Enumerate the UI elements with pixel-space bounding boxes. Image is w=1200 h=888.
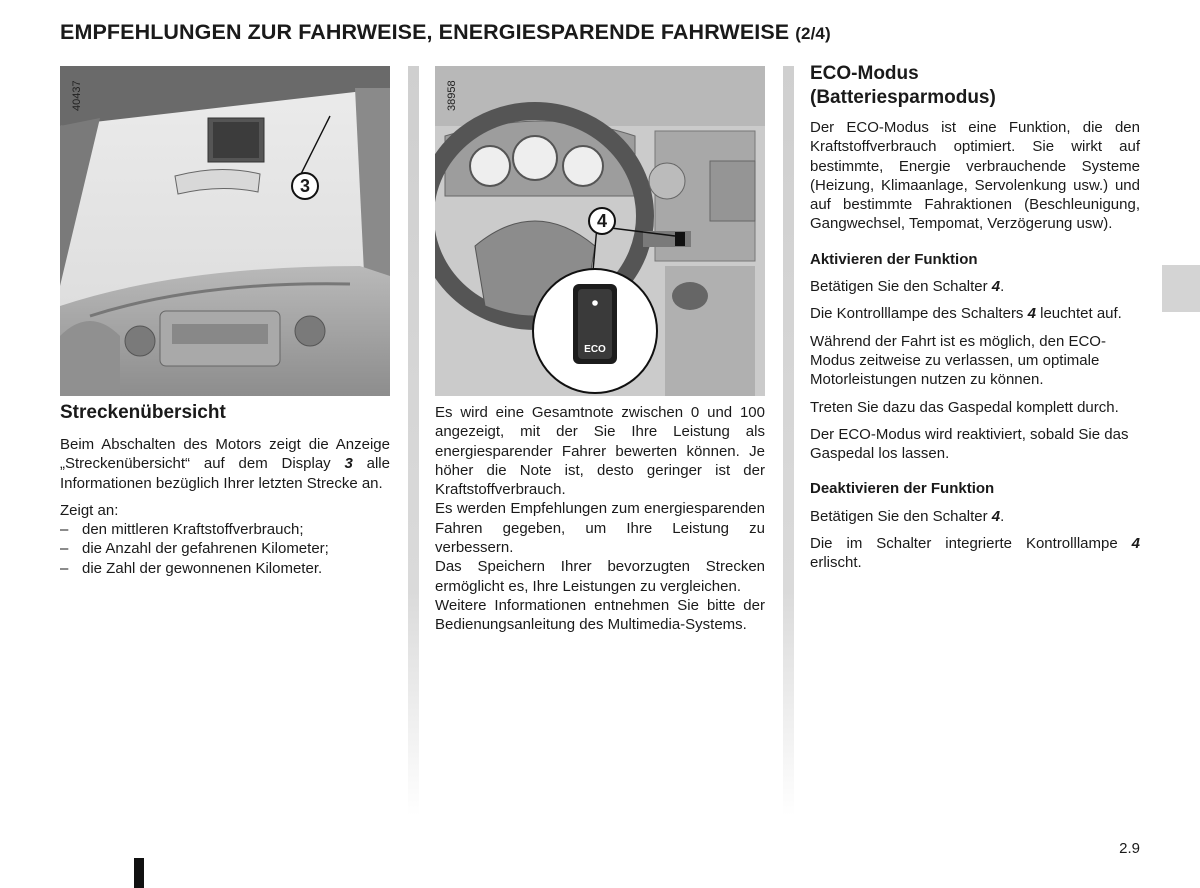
list-item: – die Anzahl der gefahrenen Kilometer; <box>60 539 390 558</box>
eco-mode-intro: Der ECO-Modus ist eine Funktion, die den Kraftstoffverbrauch optimiert. Sie wirkt auf bestimmte, Energie verbrauchende Systeme (Heizung, Klimaanlage, Servolenkung usw.) und auf bestimmte Fahraktionen (Beschleunigung, Gangwechsel, Tempomat, Verzögerung usw). <box>810 119 1140 233</box>
save-routes-paragraph: Das Speichern Ihrer bevorzugten Strecken ermöglicht es, Ihre Leistungen zu vergleichen. <box>435 558 765 595</box>
figure-number: 38958 <box>446 80 458 111</box>
score-paragraph: Es wird eine Gesamtnote zwischen 0 und 100 angezeigt, mit der Sie Ihre Leistung als energiesparender Fahrer bewerten können. Je höher die Note ist, desto geringer ist der Kraftstoffverbrauch. <box>435 404 765 499</box>
page-indicator: (2/4) <box>795 24 831 43</box>
eco-switch-label: ECO <box>584 344 606 355</box>
column-separator-left <box>408 66 419 816</box>
callout-3: 3 <box>291 172 319 200</box>
column-1-text <box>60 435 390 578</box>
print-mark <box>134 858 144 888</box>
route-overview-intro <box>60 435 390 493</box>
list-item: – den mittleren Kraftstoffverbrauch; <box>60 520 390 539</box>
callout-4: 4 <box>588 207 616 235</box>
page-number: 2.9 <box>1119 840 1140 857</box>
lamp-off-text <box>810 534 1140 573</box>
activate-heading: Aktivieren der Funktion <box>810 250 978 268</box>
lamp-off-text-end: erlischt. <box>810 554 862 572</box>
lamp-off-text-start: Die im Schalter integrierte Kontrolllampe <box>810 535 1132 553</box>
title-text: EMPFEHLUNGEN ZUR FAHRWEISE, ENERGIESPARENDE FAHRWEISE <box>60 20 790 44</box>
column-3-text <box>810 118 1140 581</box>
column-separator-right <box>783 66 794 816</box>
drive-text: Während der Fahrt ist es möglich, den ECO-Modus zeitweise zu verlassen, um optimale Motorleistungen nutzen zu können. <box>810 332 1106 389</box>
figure-number: 40437 <box>71 80 83 111</box>
column-2-text <box>435 403 765 635</box>
activate-step <box>810 277 1140 296</box>
list-item: – die Zahl der gewonnenen Kilometer. <box>60 559 390 578</box>
figure-dashboard-display <box>60 66 390 396</box>
lamp-text-end: leuchtet auf. <box>1035 305 1122 323</box>
reference-4: 4 <box>991 278 1001 296</box>
tips-paragraph: Es werden Empfehlungen zum energiesparenden Fahren gegeben, um Ihre Leistung zu verbessern. <box>435 500 765 557</box>
reference-3: 3 <box>344 455 353 473</box>
deactivate-step <box>810 507 1140 526</box>
lamp-text: Die Kontrolllampe des Schalters <box>810 305 1028 323</box>
list-intro: Zeigt an: <box>60 501 119 519</box>
reactivate-text: Der ECO-Modus wird reaktiviert, sobald Sie das Gaspedal los lassen. <box>810 425 1129 463</box>
heading-line-2: (Batteriesparmodus) <box>810 87 996 108</box>
page-title <box>60 20 831 45</box>
display-items-list <box>60 520 390 578</box>
deactivate-heading: Deaktivieren der Funktion <box>810 480 995 498</box>
reference-4: 4 <box>991 507 1001 525</box>
section-heading-route-overview: Streckenübersicht <box>60 402 226 423</box>
figure-eco-switch <box>435 66 765 396</box>
more-info-paragraph: Weitere Informationen entnehmen Sie bitte der Bedienungsanleitung des Multimedia-Systems. <box>435 596 765 634</box>
step-text: Betätigen Sie den Schalter <box>810 507 992 525</box>
section-heading-eco-mode <box>810 62 996 110</box>
step-text-end: . <box>1000 278 1005 296</box>
reference-4: 4 <box>1131 535 1140 553</box>
step-text-end: . <box>1000 507 1005 525</box>
step-text: Betätigen Sie den Schalter <box>810 278 992 296</box>
intro-text-end: alle Informationen bezüglich Ihrer letzten Strecke an. <box>60 455 390 492</box>
intro-text: Beim Abschalten des Motors zeigt die Anzeige „Streckenübersicht“ auf dem Display <box>60 436 390 473</box>
pedal-text: Treten Sie dazu das Gaspedal komplett durch. <box>810 398 1119 416</box>
reference-4: 4 <box>1027 305 1036 323</box>
heading-line-1: ECO-Modus <box>810 63 919 84</box>
dashboard-illustration <box>60 66 390 396</box>
lamp-on-text <box>810 304 1140 323</box>
chapter-tab <box>1162 265 1200 312</box>
